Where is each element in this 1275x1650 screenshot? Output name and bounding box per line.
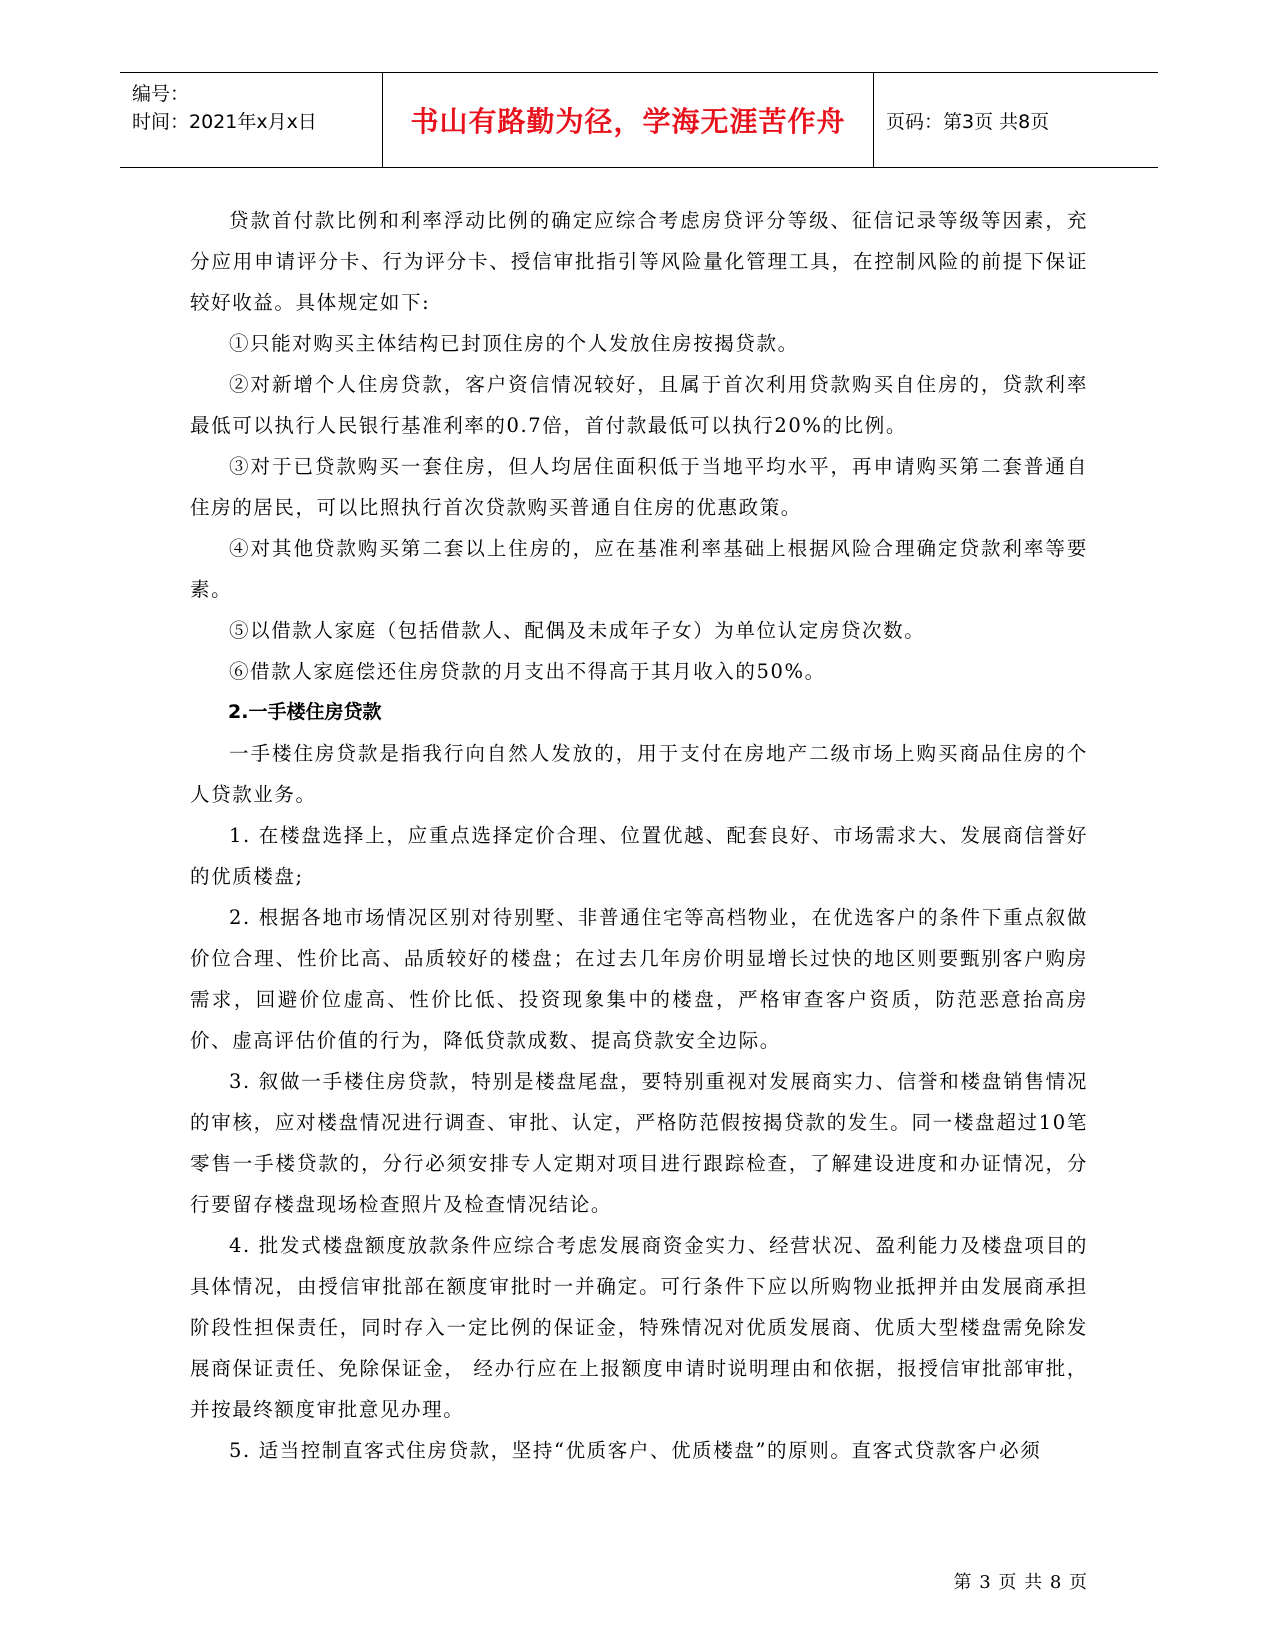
document-number-label: 编号： [132,83,190,105]
list-item: 1. 在楼盘选择上，应重点选择定价合理、位置优越、配套良好、市场需求大、发展商信誉好的优质楼盘; [190,824,1088,888]
list-item: ⑤以借款人家庭（包括借款人、配偶及未成年子女）为单位认定房贷次数。 [229,619,926,642]
list-item: ③对于已贷款购买一套住房，但人均居住面积低于当地平均水平，再申请购买第二套普通自住房的居民，可以比照执行首次贷款购买普通自住房的优惠政策。 [190,455,1088,519]
list-item: ②对新增个人住房贷款，客户资信情况较好，且属于首次利用贷款购买自住房的，贷款利率最低可以执行人民银行基准利率的0.7倍，首付款最低可以执行20%的比例。 [190,373,1088,437]
list-item: 5. 适当控制直客式住房贷款，坚持“优质客户、优质楼盘”的原则。直客式贷款客户必须 [229,1439,1042,1462]
header-page-info: 页码：第3页 共8页 [886,110,1050,133]
page-footer: 第 3 页 共 8 页 [953,1572,1088,1593]
section-heading: 2.一手楼住房贷款 [228,701,382,723]
list-item: 4. 批发式楼盘额度放款条件应综合考虑发展商资金实力、经营状况、盈利能力及楼盘项目的具体情况，由授信审批部在额度审批时一并确定。可行条件下应以所购物业抵押并由发展商承担阶段性担保责任，同时存入一定比例的保证金，特殊情况对优质发展商、优质大型楼盘需免除发展商保证责任、免除保证金， 经办行应在上报额度申请时说明理由和依据，报授信审批部审批，并按最终额度审批意见办理。 [190,1234,1088,1421]
header-motto: 书山有路勤为径，学海无涯苦作舟 [383,73,874,167]
list-item: ⑥借款人家庭偿还住房贷款的月支出不得高于其月收入的50%。 [229,660,826,683]
list-item: ①只能对购买主体结构已封顶住房的个人发放住房按揭贷款。 [229,332,799,355]
list-item: 3. 叙做一手楼住房贷款，特别是楼盘尾盘，要特别重视对发展商实力、信誉和楼盘销售情况的审核，应对楼盘情况进行调查、审批、认定，严格防范假按揭贷款的发生。同一楼盘超过10笔零售一手楼贷款的，分行必须安排专人定期对项目进行跟踪检查，了解建设进度和办证情况，分行要留存楼盘现场检查照片及检查情况结论。 [190,1070,1088,1216]
document-time-label: 时间：2021年x月x日 [132,111,317,133]
list-item: 2. 根据各地市场情况区别对待别墅、非普通住宅等高档物业，在优选客户的条件下重点叙做价位合理、性价比高、品质较好的楼盘；在过去几年房价明显增长过快的地区则要甄别客户购房需求，回避价位虚高、性价比低、投资现象集中的楼盘，严格审查客户资质，防范恶意抬高房价、虚高评估价值的行为，降低贷款成数、提高贷款安全边际。 [190,906,1088,1052]
document-body [190,200,1088,1471]
paragraph: 贷款首付款比例和利率浮动比例的确定应综合考虑房贷评分等级、征信记录等级等因素，充分应用申请评分卡、行为评分卡、授信审批指引等风险量化管理工具，在控制风险的前提下保证较好收益。具体规定如下: [190,209,1088,314]
header-info-cell [120,73,383,167]
page-header [120,72,1158,168]
paragraph: 一手楼住房贷款是指我行向自然人发放的，用于支付在房地产二级市场上购买商品住房的个人贷款业务。 [190,742,1088,806]
list-item: ④对其他贷款购买第二套以上住房的，应在基准利率基础上根据风险合理确定贷款利率等要素。 [190,537,1088,601]
